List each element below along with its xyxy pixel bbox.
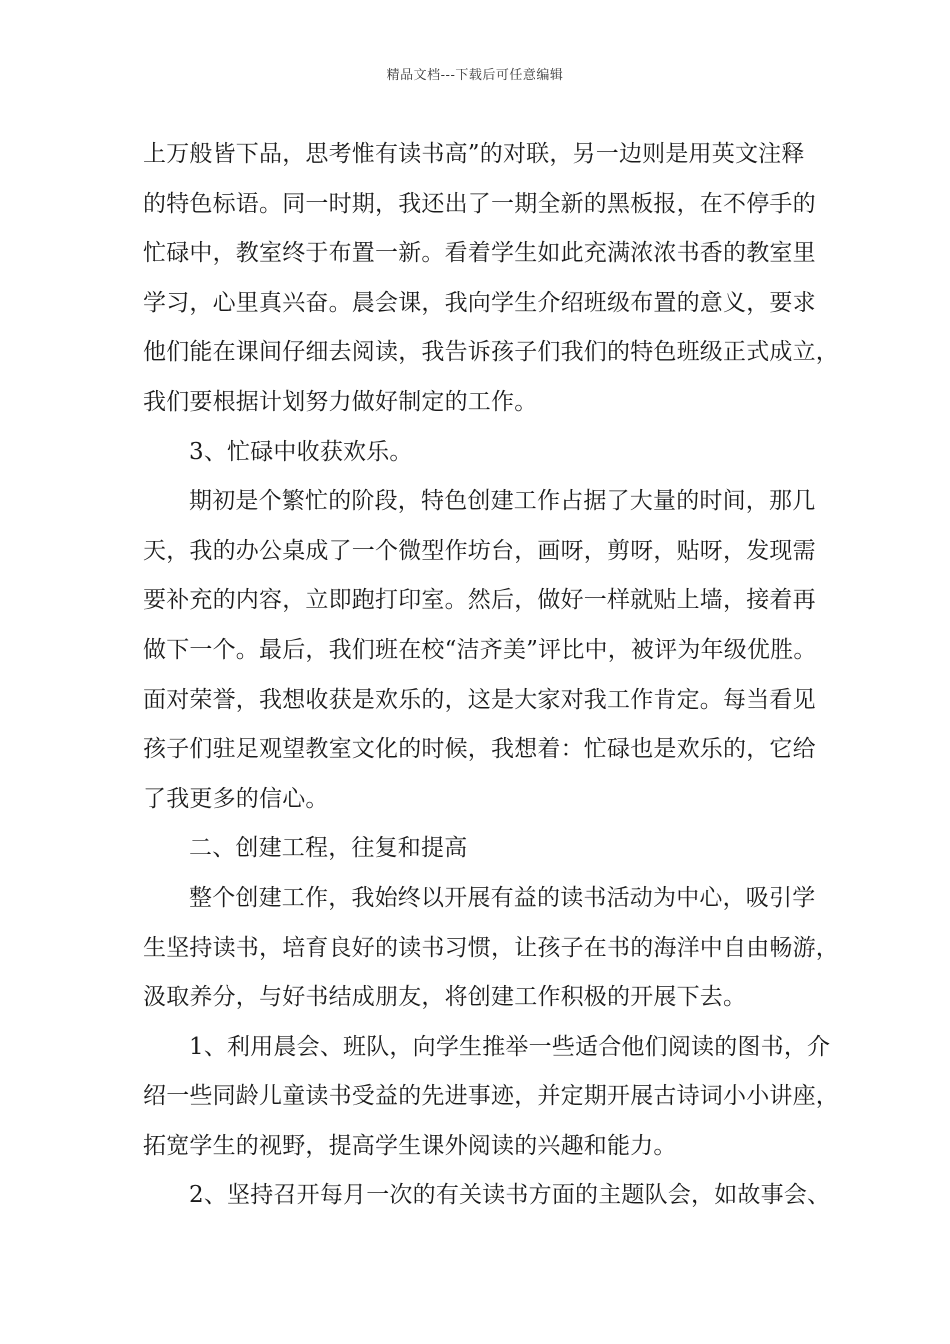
text-line: 我们要根据计划努力做好制定的工作。	[143, 388, 538, 415]
text-line: 做下一个。最后，我们班在校“洁齐美”评比中，被评为年级优胜。	[143, 636, 817, 663]
text-line: 孩子们驻足观望教室文化的时候，我想着：忙碌也是欢乐的，它给	[143, 736, 816, 763]
text-line: 学习，心里真兴奋。晨会课，我向学生介绍班级布置的意义，要求	[143, 289, 816, 316]
text-line: 2、坚持召开每月一次的有关读书方面的主题队会，如故事会、	[189, 1182, 831, 1209]
text-line: 汲取养分，与好书结成朋友，将创建工作积极的开展下去。	[143, 984, 747, 1011]
text-line: 了我更多的信心。	[143, 785, 329, 812]
text-line: 二、创建工程，往复和提高	[189, 835, 468, 862]
text-line: 天，我的办公桌成了一个微型作坊台，画呀，剪呀，贴呀，发现需	[143, 537, 816, 564]
text-line: 期初是个繁忙的阶段，特色创建工作占据了大量的时间，那几	[189, 488, 816, 515]
page-header: 精品文档---下载后可任意编辑	[386, 68, 564, 83]
text-line: 忙碌中，教室终于布置一新。看着学生如此充满浓浓书香的教室里	[143, 240, 816, 267]
text-line: 整个创建工作，我始终以开展有益的读书活动为中心，吸引学	[189, 884, 816, 911]
text-line: 3、忙碌中收获欢乐。	[189, 438, 413, 465]
text-line: 1、利用晨会、班队，向学生推举一些适合他们阅读的图书，介	[189, 1033, 831, 1060]
text-line: 拓宽学生的视野，提高学生课外阅读的兴趣和能力。	[143, 1132, 677, 1159]
text-line: 面对荣誉，我想收获是欢乐的，这是大家对我工作肯定。每当看见	[143, 686, 816, 713]
text-line: 上万般皆下品，思考惟有读书高”的对联，另一边则是用英文注释	[143, 141, 805, 167]
text-line: 他们能在课间仔细去阅读，我告诉孩子们我们的特色班级正式成立，	[143, 339, 839, 366]
text-line: 的特色标语。同一时期，我还出了一期全新的黑板报，在不停手的	[143, 190, 816, 217]
document-body	[143, 130, 839, 1221]
text-line: 绍一些同龄儿童读书受益的先进事迹，并定期开展古诗词小小讲座，	[143, 1083, 839, 1110]
text-line: 要补充的内容，立即跑打印室。然后，做好一样就贴上墙，接着再	[143, 587, 816, 614]
text-line: 生坚持读书，培育良好的读书习惯，让孩子在书的海洋中自由畅游，	[143, 934, 839, 961]
